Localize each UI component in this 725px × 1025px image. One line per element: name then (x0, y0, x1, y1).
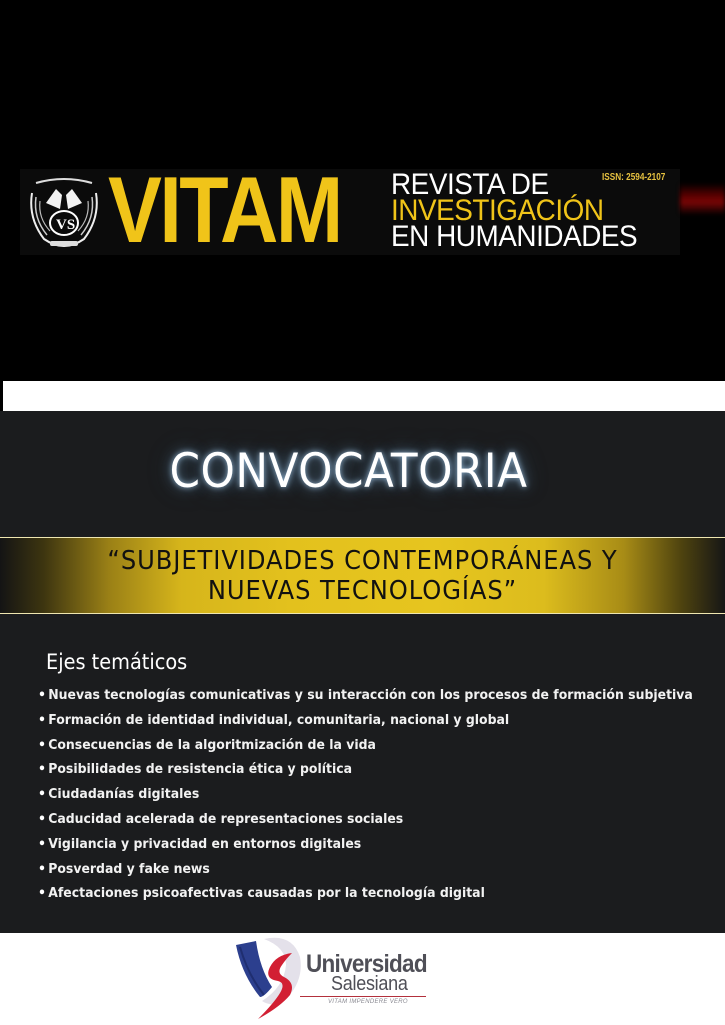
list-item (38, 858, 693, 883)
topic-text: Nuevas tecnologías comunicativas y su interacción con los procesos de formación subjetiva (48, 688, 693, 703)
us-monogram-icon (234, 935, 310, 1021)
topic-text: Consecuencias de la algoritmización de la vida (48, 737, 376, 753)
journal-subtitle (391, 168, 686, 253)
theme-title (25, 546, 699, 606)
bullet-icon: • (38, 787, 46, 803)
bullet-icon: • (38, 886, 46, 902)
topic-text: Vigilancia y privacidad en entornos digitales (48, 836, 362, 852)
bullet-icon: • (38, 861, 46, 877)
red-light-streak (680, 183, 725, 215)
theme-line-2: NUEVAS TECNOLOGÍAS” (207, 576, 518, 606)
topics-list (38, 684, 725, 907)
university-motto: VITAM IMPENDERE VERO (328, 999, 408, 1005)
journal-logo-vitam: VITAM (108, 157, 341, 262)
subtitle-line-3: EN HUMANIDADES (391, 220, 638, 253)
list-item (38, 783, 693, 808)
topic-text: Caducidad acelerada de representaciones sociales (48, 811, 404, 827)
subtitle-line-1: REVISTA DE (391, 168, 549, 201)
separator-strip (3, 381, 725, 411)
list-item (38, 684, 693, 709)
bullet-icon: • (38, 811, 46, 827)
list-item (38, 758, 693, 783)
theme-line-1: “SUBJETIVIDADES CONTEMPORÁNEAS Y (107, 546, 618, 576)
list-item (38, 734, 693, 759)
topic-text: Afectaciones psicoafectivas causadas por la tecnología digital (48, 886, 485, 902)
call-title: CONVOCATORIA (169, 444, 528, 499)
bullet-icon: • (38, 762, 46, 778)
topics-heading: Ejes temáticos (46, 650, 188, 674)
topic-text: Posibilidades de resistencia ética y política (48, 762, 353, 778)
bullet-icon: • (38, 737, 46, 753)
topic-text: Posverdad y fake news (48, 861, 210, 877)
topic-text: Formación de identidad individual, comunitaria, nacional y global (48, 712, 510, 728)
issn-label: ISSN: 2594-2107 (602, 172, 666, 183)
bullet-icon: • (38, 712, 46, 728)
subtitle-line-2: INVESTIGACIÓN (391, 194, 604, 227)
list-item (38, 882, 693, 907)
svg-text:VS: VS (56, 217, 76, 233)
list-item (38, 808, 693, 833)
topic-text: Ciudadanías digitales (48, 787, 200, 803)
university-subname: Salesiana (331, 973, 408, 995)
bullet-icon: • (38, 688, 46, 703)
university-name: Universidad (306, 950, 427, 978)
list-item (38, 833, 693, 858)
logo-divider (300, 996, 426, 997)
bullet-icon: • (38, 836, 46, 852)
list-item (38, 709, 693, 734)
university-crest-icon (22, 173, 106, 253)
